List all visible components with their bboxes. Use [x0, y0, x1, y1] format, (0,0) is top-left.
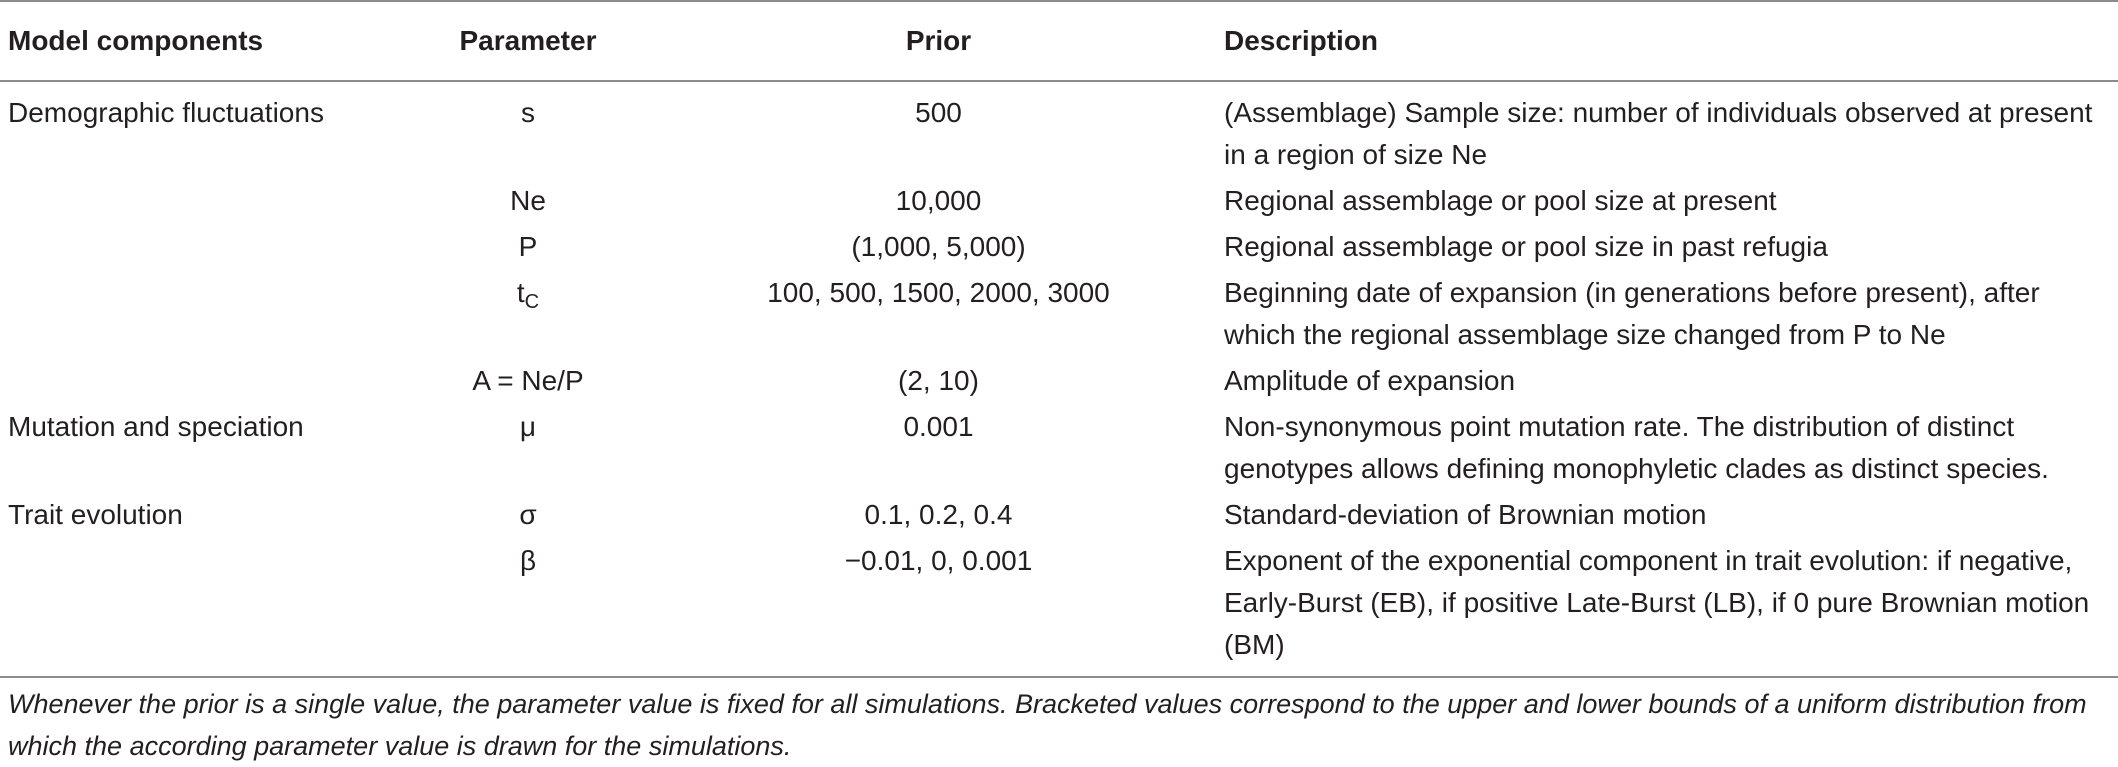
parameter-cell: Ne — [510, 185, 546, 216]
table-footnote: Whenever the prior is a single value, the parameter value is fixed for all simulations. Bracketed values correspond to the upper and lower bounds of a uniform distribution from which the according parameter value is drawn for the simulations. — [8, 689, 2087, 761]
table-row — [0, 404, 2118, 492]
header-row — [0, 1, 2118, 81]
component-cell — [0, 538, 395, 677]
description-cell: Beginning date of expansion (in generations before present), after which the regional assemblage size changed from P to Ne — [1224, 277, 2040, 350]
parameter-cell: σ — [519, 499, 537, 530]
description-cell: Standard-deviation of Brownian motion — [1224, 499, 1707, 530]
parameter-symbol: t — [516, 277, 525, 308]
description-cell: Regional assemblage or pool size at present — [1224, 185, 1777, 216]
parameter-cell: s — [521, 97, 535, 128]
component-cell — [0, 358, 395, 404]
table-row — [0, 358, 2118, 404]
component-cell: Demographic fluctuations — [8, 97, 324, 128]
header-model-components: Model components — [8, 25, 264, 56]
table-row — [0, 81, 2118, 178]
component-cell — [0, 270, 395, 358]
prior-cell: −0.01, 0, 0.001 — [844, 545, 1033, 576]
parameter-cell: A = Ne/P — [472, 365, 584, 396]
description-cell: Non-synonymous point mutation rate. The distribution of distinct genotypes allows defining monophyletic clades as distinct species. — [1224, 411, 2049, 484]
prior-cell: 100, 500, 1500, 2000, 3000 — [767, 277, 1110, 308]
prior-cell: 0.1, 0.2, 0.4 — [864, 499, 1013, 530]
header-prior: Prior — [905, 25, 972, 56]
prior-cell: (1,000, 5,000) — [851, 231, 1026, 262]
component-cell — [0, 178, 395, 224]
component-cell: Mutation and speciation — [8, 411, 304, 442]
parameter-subscript: C — [524, 291, 540, 313]
table-header — [0, 1, 2118, 81]
table-body — [0, 81, 2118, 677]
table-row — [0, 270, 2118, 358]
prior-cell: 0.001 — [903, 411, 974, 442]
table-row — [0, 224, 2118, 270]
description-cell: Amplitude of expansion — [1224, 365, 1516, 396]
header-parameter: Parameter — [459, 25, 597, 56]
parameter-cell: P — [518, 231, 538, 262]
parameter-cell: μ — [519, 411, 537, 442]
description-cell: Exponent of the exponential component in trait evolution: if negative, Early-Burst (EB), if positive Late-Burst (LB), if 0 pure Brownian motion (BM) — [1224, 545, 2090, 660]
prior-cell: (2, 10) — [898, 365, 979, 396]
description-cell: (Assemblage) Sample size: number of individuals observed at present in a region of size Ne — [1224, 97, 2093, 170]
component-cell — [0, 224, 395, 270]
parameter-cell: β — [519, 545, 537, 576]
parameter-cell — [395, 270, 661, 358]
description-cell: Regional assemblage or pool size in past refugia — [1224, 231, 1828, 262]
component-cell: Trait evolution — [8, 499, 183, 530]
header-description: Description — [1224, 25, 1379, 56]
table-row — [0, 178, 2118, 224]
prior-cell: 500 — [915, 97, 962, 128]
prior-cell: 10,000 — [895, 185, 982, 216]
table-row — [0, 492, 2118, 538]
table-row — [0, 538, 2118, 677]
